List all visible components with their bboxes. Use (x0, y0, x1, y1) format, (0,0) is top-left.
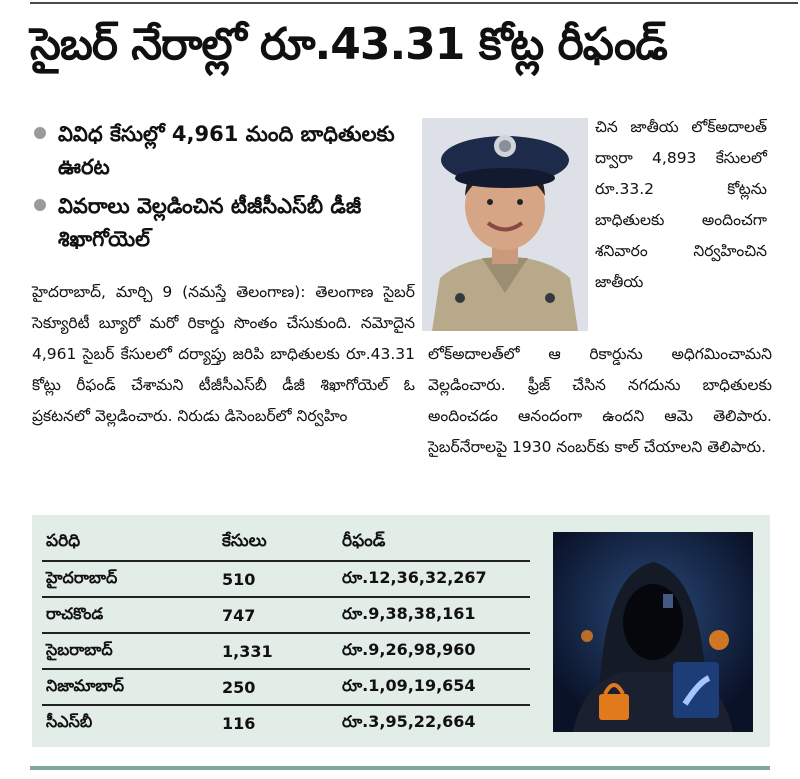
table-row (42, 561, 530, 597)
article-column-bottom: లోక్‌అదాలత్‌లో ఆ రికార్డును అధిగమించామని వెల్లడించారు. ఫ్రీజ్ చేసిన నగదును బాధితులకు అందించడం ఆనందంగా ఉందని ఆమె తెలిపారు. సైబర్‌నేరాలపై 1930 నంబర్‌కు కాల్ చేయాలని తెలిపారు. (428, 345, 772, 456)
cell-cases: 250 (212, 669, 338, 705)
cell-refund: రూ.9,26,98,960 (338, 633, 530, 669)
cell-refund: రూ.3,95,22,664 (338, 705, 530, 740)
deck-bullet (32, 118, 412, 184)
cell-cases: 116 (212, 705, 338, 740)
table-row (42, 669, 530, 705)
hooded-hacker-icon (553, 532, 753, 732)
cell-refund: రూ.1,09,19,654 (338, 669, 530, 705)
deck-bullet (32, 190, 412, 256)
bullet-dot-icon (34, 127, 46, 139)
cell-refund: రూ.9,38,38,161 (338, 597, 530, 633)
header-cases: కేసులు (222, 531, 267, 551)
top-rule (30, 2, 798, 4)
bullet-dot-icon (34, 199, 46, 211)
cell-zone: హైదరాబాద్ (42, 561, 212, 597)
bottom-rule (30, 766, 770, 770)
cell-cases: 1,331 (212, 633, 338, 669)
cell-zone: రాచకొండ (42, 597, 212, 633)
article-column-right: చిన జాతీయ లోక్‌అదాలత్ ద్వారా 4,893 కేసులలో రూ.33.2 కోట్లను బాధితులకు అందించగా శనివారం నిర్వహించిన జాతీయ (595, 118, 767, 291)
header-zone: పరిధి (46, 531, 81, 551)
hacker-illustration (553, 532, 753, 732)
cell-zone: సైబరాబాద్ (42, 633, 212, 669)
refund-table (42, 526, 530, 740)
cell-cases: 747 (212, 597, 338, 633)
article-column-left: హైదరాబాద్, మార్చి 9 (నమస్తే తెలంగాణ): తెలంగాణ సైబర్ సెక్యూరిటీ బ్యూరో మరో రికార్డు సొంతం చేసుకుంది. నమోదైన 4,961 సైబర్ కేసులలో దర్యాప్తు జరిపి బాధితులకు రూ.43.31 కోట్లు రీఫండ్ చేశామని టీజీసీఎస్‌బీ డీజీ శిఖాగోయెల్ ఓ ప్రకటనలో వెల్లడించారు. నిరుడు డిసెంబర్‌లో నిర్వహిం (32, 283, 415, 425)
table-row (42, 633, 530, 669)
table-row (42, 597, 530, 633)
table-row (42, 705, 530, 740)
cell-cases: 510 (212, 561, 338, 597)
table-header-row (42, 526, 530, 561)
officer-portrait-icon (422, 118, 588, 331)
officer-photo (422, 118, 588, 331)
headline: సైబర్ నేరాల్లో రూ.43.31 కోట్ల రీఫండ్ (30, 19, 667, 70)
cell-zone: సీఎస్‌బీ (42, 705, 212, 740)
cell-zone: నిజామాబాద్ (42, 669, 212, 705)
deck-bullets (32, 118, 412, 256)
deck-bullet-text: వివరాలు వెల్లడించిన టీజీసీఎస్‌బీ డీజీ శిఖాగోయెల్ (58, 194, 362, 251)
header-refund: రీఫండ్ (342, 531, 386, 551)
cell-refund: రూ.12,36,32,267 (338, 561, 530, 597)
deck-bullet-text: వివిధ కేసుల్లో 4,961 మంది బాధితులకు ఊరట (58, 122, 395, 179)
